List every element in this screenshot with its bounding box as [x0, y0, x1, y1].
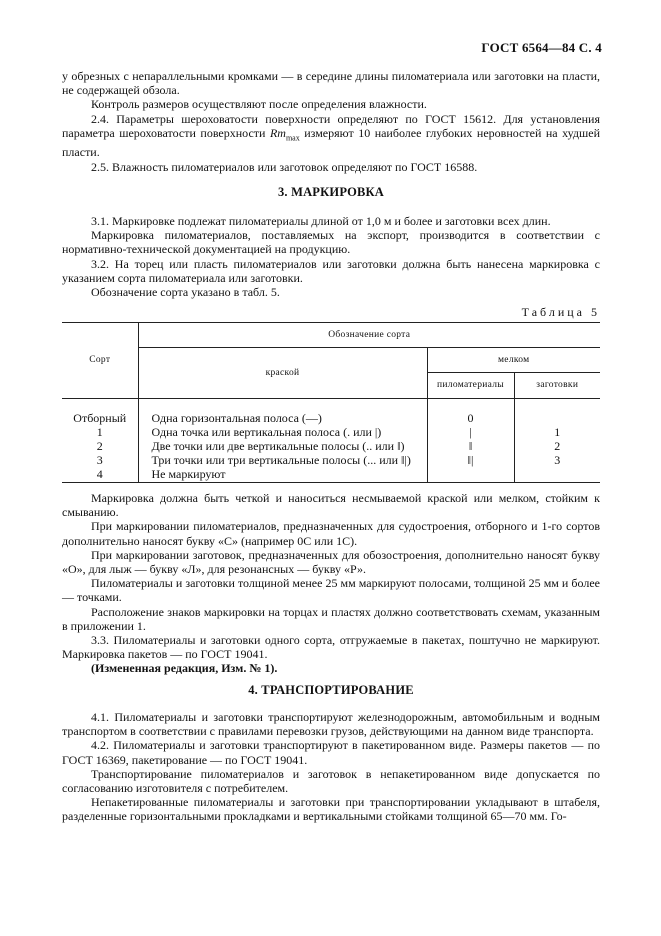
table-row [62, 411, 600, 425]
cell-paint: Одна точка или вертикальная полоса (. или |) [138, 425, 427, 439]
page-header-code: ГОСТ 6564—84 С. 4 [481, 40, 602, 55]
cell-lumber: ‖| [427, 453, 514, 467]
paragraph-blanks-letters: При маркировании заготовок, предназначенных для обозостроения, дополнительно наносят букву «О», для лыж — букву «Л», для резонансных — букву «Р». [62, 547, 600, 577]
paragraph-unpacked: Транспортирование пиломатериалов и заготовок в непакетированном виде допускается по согласованию изготовителя с потребителем. [62, 766, 600, 796]
section-3-title: 3. МАРКИРОВКА [277, 185, 385, 199]
paragraph-4-2: 4.2. Пиломатериалы и заготовки транспортируют в пакетированном виде. Размеры пакетов — по ГОСТ 16369, пакетирование — по ГОСТ 19041. [62, 738, 600, 767]
cell-sort: 3 [62, 453, 138, 467]
section-4-block [62, 710, 600, 824]
table-caption: Таблица 5 [521, 305, 600, 319]
table-5 [62, 322, 600, 483]
table-row [62, 425, 600, 439]
paragraph-3-3: 3.3. Пиломатериалы и заготовки одного сорта, отгружаемые в пакетах, поштучно не маркируют. Маркировка пакетов — по ГОСТ 19041. [62, 633, 600, 662]
cell-blanks: 2 [554, 438, 561, 453]
paragraph-roughness [62, 112, 600, 160]
paragraph-amendment: (Измененная редакция, Изм. № 1). [91, 661, 278, 676]
post-table-block [62, 491, 600, 676]
table-caption-wrap [62, 305, 600, 319]
cell-paint: Две точки или две вертикальные полосы (.. или ‖) [138, 439, 427, 453]
paragraph-humidity: 2.5. Влажность пиломатериалов или заготовок определяют по ГОСТ 16588. [91, 159, 478, 174]
header-sort: Сорт [62, 323, 138, 399]
paragraph-4-1: 4.1. Пиломатериалы и заготовки транспортируют железнодорожным, автомобильным и водным транспортом в соответствии с правилами перевозки грузов, действующими на данном виде транспорта. [62, 710, 600, 739]
intro-block [62, 69, 600, 174]
roughness-symbol: Rm [269, 125, 286, 140]
paragraph-table-ref: Обозначение сорта указано в табл. 5. [91, 285, 280, 300]
roughness-text-a: 2.4. Параметры шероховатости поверхности определяют по ГОСТ 15612. Для установления параметра шероховатости поверхности [62, 111, 600, 140]
paragraph-thickness: Пиломатериалы и заготовки толщиной менее 25 мм маркируют полосами, толщиной 25 мм и более — точками. [62, 576, 600, 605]
header-designation: Обозначение сорта [138, 323, 600, 348]
spacer-cell [138, 399, 427, 411]
paragraph-edges: у обрезных с непараллельными кромками — в середине длины пиломатериала или заготовки на пласти, не содержащей обзола. [62, 69, 600, 98]
spacer-cell [514, 399, 600, 411]
cell-blanks [514, 411, 600, 425]
cell-sort: 1 [62, 425, 138, 439]
section-4-heading-wrap [62, 683, 600, 697]
cell-blanks: 1 [554, 424, 561, 439]
paragraph-layout-schemes: Расположение знаков маркировки на торцах и пластях должно соответствовать схемам, указанным в приложении 1. [62, 604, 600, 633]
cell-lumber: | [427, 425, 514, 439]
cell-lumber [427, 467, 514, 482]
cell-paint: Три точки или три вертикальные полосы (... или ‖|) [138, 453, 427, 467]
paragraph-size-control: Контроль размеров осуществляют после определения влажности. [91, 97, 427, 112]
roughness-text-b: измеряют 10 наиболее глубоких неровностей на худшей пласти. [62, 125, 600, 160]
header-paint: краской [138, 348, 427, 399]
section-3-heading-wrap [62, 185, 600, 199]
roughness-subscript: max [285, 133, 300, 143]
cell-sort: 2 [62, 439, 138, 453]
table-row [62, 439, 600, 453]
paragraph-export: Маркировка пиломатериалов, поставляемых на экспорт, производится в соответствии с нормативно-технической документацией на продукцию. [62, 228, 600, 257]
header-chalk: мелком [427, 348, 600, 373]
cell-paint: Не маркируют [138, 467, 427, 482]
section-4-title: 4. ТРАНСПОРТИРОВАНИЕ [248, 683, 414, 697]
table-row [62, 467, 600, 482]
cell-sort: Отборный [62, 411, 138, 425]
paragraph-marking-quality: Маркировка должна быть четкой и наноситься несмываемой краской или мелком, стойким к смыванию. [62, 491, 600, 520]
spacer-cell [62, 399, 138, 411]
cell-paint: Одна горизонтальная полоса (—) [138, 411, 427, 425]
section-3-block [62, 214, 600, 299]
cell-blanks [514, 467, 600, 482]
header-blanks: заготовки [514, 373, 600, 399]
paragraph-stacks: Непакетированные пиломатериалы и заготовки при транспортировании укладывают в штабеля, разделенные горизонтальными прокладками и вертикальными стойками толщиной 65—70 мм. Го- [62, 795, 600, 824]
header-lumber: пиломатериалы [427, 373, 514, 399]
paragraph-shipbuilding: При маркировании пиломатериалов, предназначенных для судостроения, отборного и 1-го сортов дополнительно наносят букву «С» (например 0С или 1С). [62, 519, 600, 548]
spacer-cell [427, 399, 514, 411]
cell-blanks: 3 [554, 453, 561, 468]
paragraph-3-1: 3.1. Маркировке подлежат пиломатериалы длиной от 1,0 м и более и заготовки всех длин. [91, 214, 551, 228]
paragraph-3-2: 3.2. На торец или пласть пиломатериалов или заготовки должна быть нанесена маркировка с указанием сорта пиломатериала или заготовки. [62, 256, 600, 285]
table-row [62, 453, 600, 467]
marking-table [62, 322, 600, 483]
cell-lumber: ‖ [427, 439, 514, 453]
cell-sort: 4 [62, 467, 138, 482]
cell-lumber: 0 [427, 411, 514, 425]
